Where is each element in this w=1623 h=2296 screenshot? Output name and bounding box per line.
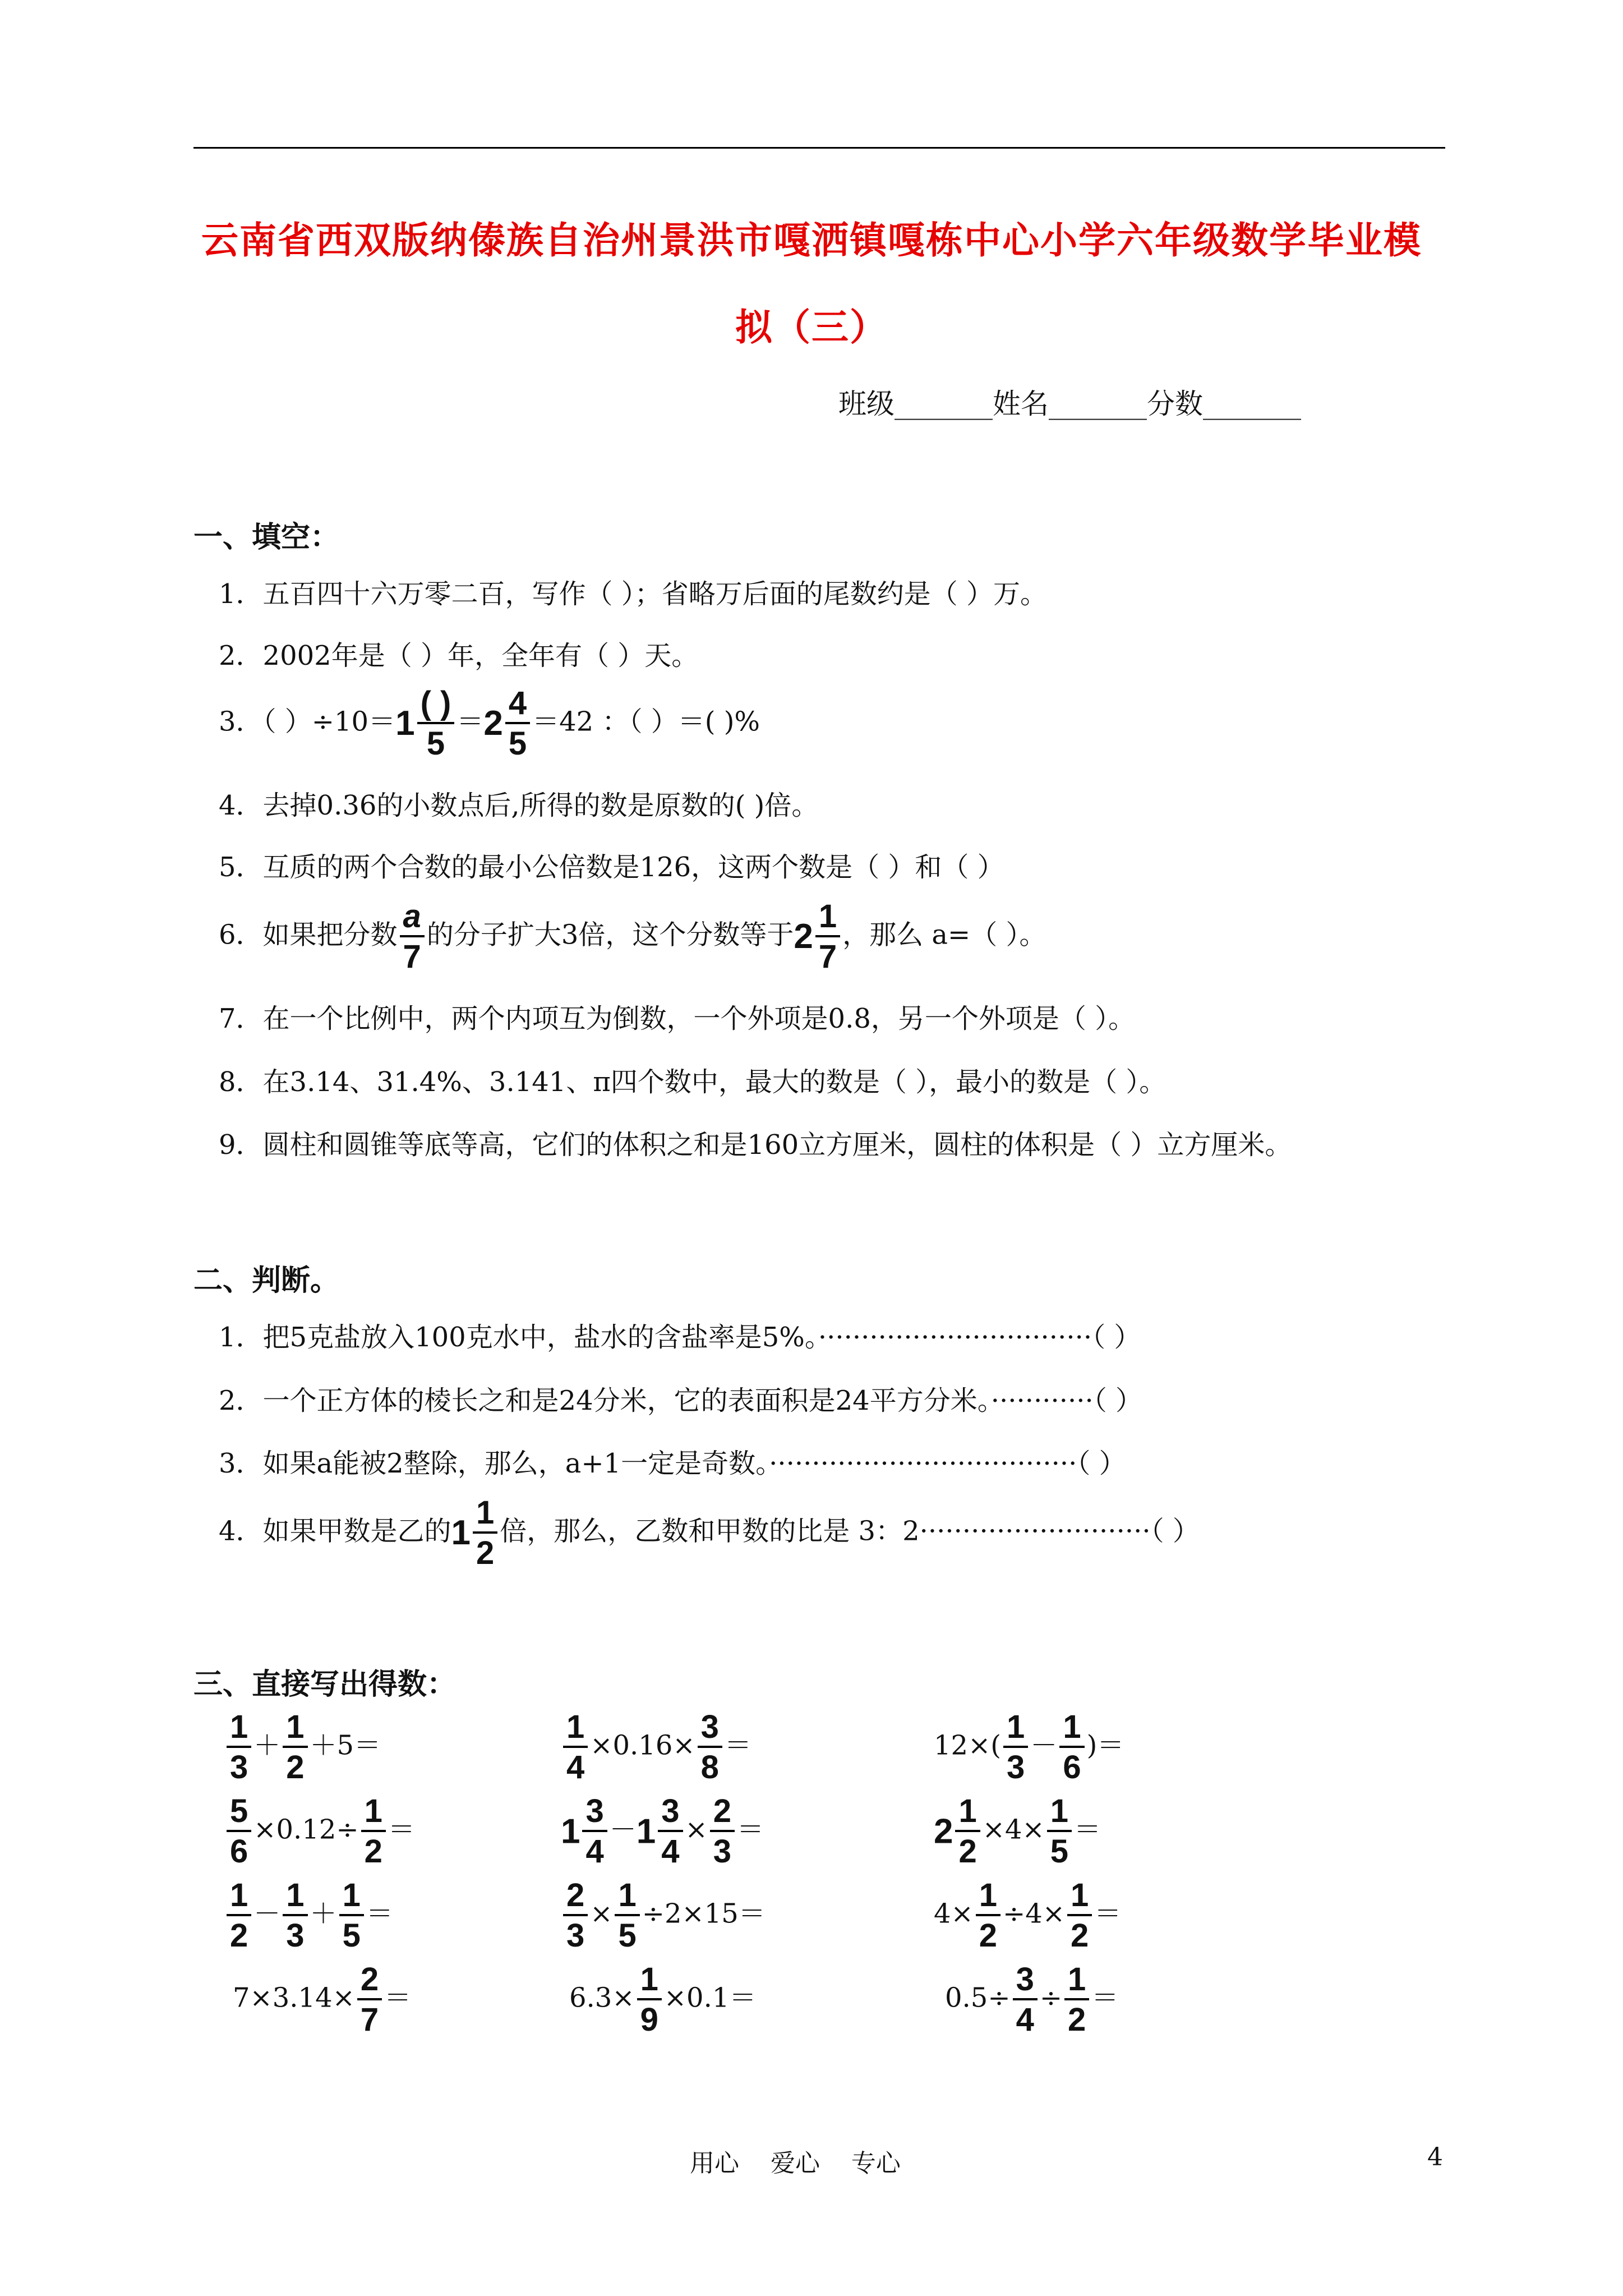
calc-r2c2: 1 $\frac{3}{4}$ －1 $\frac{3}{4}$ × $\frac{2}{3}$ ＝ xyxy=(561,1793,764,1870)
q3-whole-2: 2 xyxy=(483,704,503,743)
q6-whole: 2 xyxy=(794,917,813,956)
j4-text-b: 倍，那么，乙数和甲数的比是 3：2···························（ ） xyxy=(500,1515,1200,1547)
j4-text-a: 4．如果甲数是乙的 xyxy=(219,1515,451,1547)
header-rule xyxy=(193,147,1445,149)
q3-fraction-1: $\frac{( )}{5}$ xyxy=(417,687,455,760)
calc-r3c3: 4× $\frac{1}{2}$ ÷4× $\frac{1}{2}$ ＝ xyxy=(934,1877,1122,1954)
q3-text-b: ＝42 ：（ ）＝( )% xyxy=(532,706,760,738)
q3-whole-1: 1 xyxy=(395,704,415,743)
j4-fraction: $\frac{1}{2}$ xyxy=(473,1497,497,1570)
calc-r1c2: $\frac{1}{4}$ ×0.16× $\frac{3}{8}$ ＝ xyxy=(561,1711,751,1784)
q6-fraction-a: $\frac{a}{7}$ xyxy=(400,900,425,973)
score-field[interactable]: 分数_______ xyxy=(1147,388,1301,420)
name-field[interactable]: 姓名_______ xyxy=(993,388,1147,420)
page-number: 4 xyxy=(1427,2143,1443,2171)
document-title-line1: 云南省西双版纳傣族自治州景洪市嘎洒镇嘎栋中心小学六年级数学毕业模 xyxy=(201,219,1422,262)
calc-r1c1: $\frac{1}{3}$ ＋ $\frac{1}{2}$ ＋5＝ xyxy=(224,1711,381,1784)
j4-whole: 1 xyxy=(451,1513,471,1552)
document-title-line2: 拟（三） xyxy=(735,306,888,349)
section-heading-mental-calc: 三、直接写出得数： xyxy=(193,1668,457,1701)
footer-motto: 用心 爱心 专心 xyxy=(690,2149,901,2178)
question-1: 1．五百四十六万零二百，写作（ ）；省略万后面的尾数约是（ ）万。 xyxy=(219,578,1048,610)
q6-fraction-b: $\frac{1}{7}$ xyxy=(815,900,840,973)
student-info-fields xyxy=(838,381,1301,422)
judgement-4 xyxy=(219,1494,1200,1571)
q6-text-a: 6．如果把分数 xyxy=(219,919,398,951)
calc-r3c1: $\frac{1}{2}$ － $\frac{1}{3}$ ＋ $\frac{1}{5}$ ＝ xyxy=(224,1879,393,1952)
calc-r1c3: 12×( $\frac{1}{3}$ － $\frac{1}{6}$ )＝ xyxy=(934,1709,1124,1786)
judgement-1: 1．把5克盐放入100克水中，盐水的含盐率是5%。································（ ） xyxy=(219,1322,1141,1353)
calc-r4c3: 0.5÷ $\frac{3}{4}$ ÷ $\frac{1}{2}$ ＝ xyxy=(945,1961,1119,2038)
calc-r4c1: 7×3.14× $\frac{2}{7}$ ＝ xyxy=(233,1961,412,2038)
calc-r2c3: 2 $\frac{1}{2}$ ×4× $\frac{1}{5}$ ＝ xyxy=(934,1793,1101,1870)
judgement-2: 2．一个正方体的棱长之和是24分米，它的表面积是24平方分米。············（ ） xyxy=(219,1385,1143,1416)
calc-r3c2: $\frac{2}{3}$ × $\frac{1}{5}$ ÷2×15＝ xyxy=(561,1879,766,1952)
question-6 xyxy=(219,900,1046,973)
question-8: 8．在3.14、31.4%、3.141、π四个数中，最大的数是（ ），最小的数是（ ）。 xyxy=(219,1066,1166,1098)
question-7: 7．在一个比例中，两个内项互为倒数，一个外项是0.8，另一个外项是（ ）。 xyxy=(219,1003,1136,1034)
judgement-3: 3．如果a能被2整除，那么，a+1一定是奇数。····································（ ） xyxy=(219,1448,1126,1479)
q6-text-c: ，那么 a=（ ）。 xyxy=(842,919,1046,951)
q3-fraction-2: $\frac{4}{5}$ xyxy=(505,687,530,760)
question-4: 4．去掉0.36的小数点后,所得的数是原数的( )倍。 xyxy=(219,790,819,821)
question-3 xyxy=(219,687,760,760)
section-heading-judgement: 二、判断。 xyxy=(193,1264,340,1297)
class-field[interactable]: 班级_______ xyxy=(838,388,993,420)
question-2: 2．2002年是（ ）年，全年有（ ）天。 xyxy=(219,640,699,671)
question-5: 5．互质的两个合数的最小公倍数是126，这两个数是（ ）和（ ） xyxy=(219,852,1004,883)
calc-r4c2: 6.3× $\frac{1}{9}$ ×0.1＝ xyxy=(569,1961,757,2038)
q3-text-a: 3．（ ）÷10＝ xyxy=(219,706,396,738)
q6-text-b: 的分子扩大3倍，这个分数等于 xyxy=(426,919,794,951)
section-heading-fill-blank: 一、填空： xyxy=(193,521,340,554)
question-9: 9．圆柱和圆锥等底等高，它们的体积之和是160立方厘米，圆柱的体积是（ ）立方厘米。 xyxy=(219,1129,1292,1161)
q3-equals: ＝ xyxy=(457,706,484,738)
calc-r2c1: $\frac{5}{6}$ ×0.12÷ $\frac{1}{2}$ ＝ xyxy=(224,1795,415,1868)
